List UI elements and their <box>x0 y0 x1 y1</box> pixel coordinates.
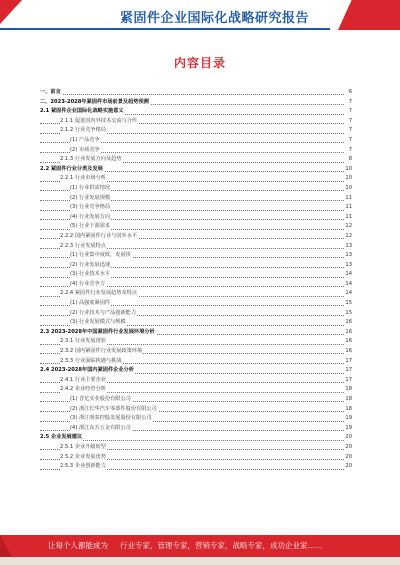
toc-entry[interactable] <box>40 405 352 415</box>
toc-entry[interactable] <box>40 232 352 242</box>
toc-entry-title: 2.2.3 行业发展特点 <box>60 242 107 252</box>
toc-entry-title: (2) 行业发展规模 <box>70 194 111 204</box>
toc-entry[interactable] <box>40 155 352 165</box>
toc-entry-page: 8 <box>348 155 352 165</box>
toc-entry-page: 18 <box>344 395 352 405</box>
toc-entry-page: 12 <box>344 232 352 242</box>
header-rule <box>0 28 330 30</box>
toc-entry[interactable] <box>40 414 352 424</box>
toc-entry-page: 7 <box>348 136 352 146</box>
toc-entry[interactable] <box>40 395 352 405</box>
toc-entry-page: 7 <box>348 117 352 127</box>
toc-entry-title: (4) 浙江东方五金有限公司 <box>70 424 132 434</box>
toc-entry[interactable] <box>40 165 352 175</box>
toc-entry-title: (2) 行业技术与产品创新能力 <box>70 309 137 319</box>
toc-entry-page: 17 <box>344 366 352 376</box>
toc-entry-title: 2.1 紧固件企业国际化战略实施意义 <box>40 107 125 117</box>
toc-entry-title: (3) 行业技术水平 <box>70 270 111 280</box>
toc-entry-title: 2.5.2 企业发展优势 <box>60 453 107 463</box>
toc-entry-title: (4) 行业竞争力 <box>70 280 106 290</box>
footer-slogan: 让每个人都能成为 <box>48 541 108 550</box>
toc-entry-title: (2) 行业发展迅速 <box>70 261 111 271</box>
toc-entry-page: 14 <box>344 270 352 280</box>
toc-leader-dots <box>40 94 344 95</box>
toc-entry-title: (1) 晋亿实业股份有限公司 <box>70 395 132 405</box>
toc-leader-dots <box>40 440 344 441</box>
toc-entry[interactable] <box>40 376 352 386</box>
toc-entry-title: 2.3.2 国内紧固件行业发展政策环境 <box>60 347 143 357</box>
toc-entry[interactable] <box>40 347 352 357</box>
toc-entry[interactable] <box>40 462 352 472</box>
toc-entry[interactable] <box>40 357 352 367</box>
footer-slogan-tail: 行业专家，管理专家，营销专家，战略专家，成功企业家…… <box>120 541 323 550</box>
toc-entry-page: 7 <box>348 146 352 156</box>
header-left-accent <box>0 0 22 24</box>
toc-entry[interactable] <box>40 107 352 117</box>
toc-entry[interactable] <box>40 88 352 98</box>
footer-bar <box>0 557 400 565</box>
page-header <box>0 0 400 30</box>
toc-entry-title: (1) 高强度紧固件 <box>70 299 111 309</box>
toc-entry[interactable] <box>40 213 352 223</box>
toc-entry-title: (5) 行业下游需求 <box>70 222 111 232</box>
toc-entry-page: 7 <box>348 98 352 108</box>
toc-entry-page: 19 <box>344 424 352 434</box>
toc-entry-title: 2.1.2 行业竞争格局 <box>60 126 107 136</box>
toc-entry-title: 2.2.4 紧固件行业发展趋势及特点 <box>60 289 138 299</box>
toc-entry-title: 2.2.2 国内紧固件行业与国外水平 <box>60 232 138 242</box>
toc-entry[interactable] <box>40 337 352 347</box>
toc-entry-title: 2.2.1 行业市场分析 <box>60 174 107 184</box>
toc-entry-title: (1) 行业集中度低，发展快 <box>70 251 132 261</box>
toc-entry[interactable] <box>40 328 352 338</box>
toc-entry-page: 10 <box>344 174 352 184</box>
toc-entry[interactable] <box>40 242 352 252</box>
toc-entry-page: 13 <box>344 251 352 261</box>
toc-entry[interactable] <box>40 203 352 213</box>
toc-entry-page: 7 <box>348 126 352 136</box>
toc-entry-page: 16 <box>344 318 352 328</box>
toc-entry[interactable] <box>40 366 352 376</box>
toc-entry[interactable] <box>40 385 352 395</box>
toc-entry[interactable] <box>40 299 352 309</box>
toc-entry-title: (3) 浙江明泰控股发展股份有限公司 <box>70 414 153 424</box>
toc-entry-page: 20 <box>344 453 352 463</box>
toc-entry-title: (1) 产品竞争 <box>70 136 101 146</box>
toc-entry-page: 19 <box>344 414 352 424</box>
toc-entry-page: 7 <box>348 107 352 117</box>
toc-entry-page: 16 <box>344 347 352 357</box>
toc-entry-title: 一、前言 <box>40 88 62 98</box>
toc-entry[interactable] <box>40 126 352 136</box>
toc-entry-page: 15 <box>344 299 352 309</box>
toc-entry[interactable] <box>40 251 352 261</box>
toc-entry-page: 6 <box>348 88 352 98</box>
toc-entry-page: 18 <box>344 385 352 395</box>
toc-entry-page: 20 <box>344 433 352 443</box>
toc-entry-page: 17 <box>344 357 352 367</box>
toc-entry[interactable] <box>40 222 352 232</box>
toc-entry-title: 2.4.1 行业主要企业 <box>60 376 107 386</box>
toc-entry-page: 16 <box>344 337 352 347</box>
toc-entry[interactable] <box>40 174 352 184</box>
toc-entry-title: (4) 行业发展方向 <box>70 213 111 223</box>
toc-entry[interactable] <box>40 443 352 453</box>
toc-entry-title: (1) 行业供需情况 <box>70 184 111 194</box>
toc-entry-page: 20 <box>344 443 352 453</box>
header-right-accent <box>330 0 400 30</box>
toc-entry[interactable] <box>40 270 352 280</box>
toc-entry-page: 20 <box>344 462 352 472</box>
toc-entry[interactable] <box>40 318 352 328</box>
toc-entry-page: 11 <box>344 203 352 213</box>
toc-entry-title: (2) 浙江长华汽车零部件股份有限公司 <box>70 405 158 415</box>
toc-entry[interactable] <box>40 117 352 127</box>
toc-entry-title: (3) 行业竞争格局 <box>70 203 111 213</box>
page-footer <box>0 535 400 565</box>
toc-entry-title: 二、2023-2028年紧固件市场前景及趋势预测 <box>40 98 150 108</box>
toc-entry[interactable] <box>40 146 352 156</box>
toc-entry[interactable] <box>40 136 352 146</box>
toc-entry-title: (2) 市场竞争 <box>70 146 101 156</box>
toc-entry-title: 2.3 2023-2028年中国紧固件行业发展环境分析 <box>40 328 156 338</box>
toc-entry-title: 2.1.3 行业发展方向及趋势 <box>60 155 123 165</box>
toc-entry[interactable] <box>40 280 352 290</box>
toc-heading: 内容目录 <box>173 56 226 70</box>
table-of-contents <box>40 88 352 472</box>
toc-entry-title: 2.4 2023-2028年国内紧固件企业分析 <box>40 366 135 376</box>
toc-entry-page: 13 <box>344 242 352 252</box>
toc-entry[interactable] <box>40 184 352 194</box>
toc-entry-page: 11 <box>344 194 352 204</box>
toc-entry[interactable] <box>40 453 352 463</box>
report-title: 紧固件企业国际化战略研究报告 <box>120 11 310 26</box>
toc-entry[interactable] <box>40 98 352 108</box>
toc-entry-page: 16 <box>344 328 352 338</box>
toc-entry-page: 14 <box>344 289 352 299</box>
toc-entry-page: 11 <box>344 213 352 223</box>
toc-entry[interactable] <box>40 194 352 204</box>
toc-entry[interactable] <box>40 261 352 271</box>
toc-entry-title: 2.5.3 企业创新能力 <box>60 462 107 472</box>
toc-entry-page: 18 <box>344 405 352 415</box>
toc-entry-title: (3) 行业发展模式与规模 <box>70 318 127 328</box>
toc-entry[interactable] <box>40 289 352 299</box>
toc-entry-title: 2.5 企业发展建议 <box>40 433 83 443</box>
toc-entry-page: 12 <box>344 222 352 232</box>
toc-entry-title: 2.3.3 行业面临机遇与挑战 <box>60 357 123 367</box>
toc-entry-page: 14 <box>344 280 352 290</box>
toc-entry-title: 2.3.1 行业发展现状 <box>60 337 107 347</box>
toc-entry-title: 2.1.1 促进国内外技术交流与合作 <box>60 117 138 127</box>
toc-entry-page: 10 <box>344 184 352 194</box>
toc-entry-title: 2.2 紧固件行业分类及发展 <box>40 165 104 175</box>
toc-entry-page: 15 <box>344 309 352 319</box>
toc-entry-page: 10 <box>344 165 352 175</box>
toc-entry-title: 2.4.2 企业经营分析 <box>60 385 107 395</box>
toc-entry[interactable] <box>40 433 352 443</box>
toc-entry-page: 13 <box>344 261 352 271</box>
toc-entry[interactable] <box>40 424 352 434</box>
toc-entry-title: 2.5.1 企业升级转型 <box>60 443 107 453</box>
toc-entry-page: 17 <box>344 376 352 386</box>
toc-entry[interactable] <box>40 309 352 319</box>
